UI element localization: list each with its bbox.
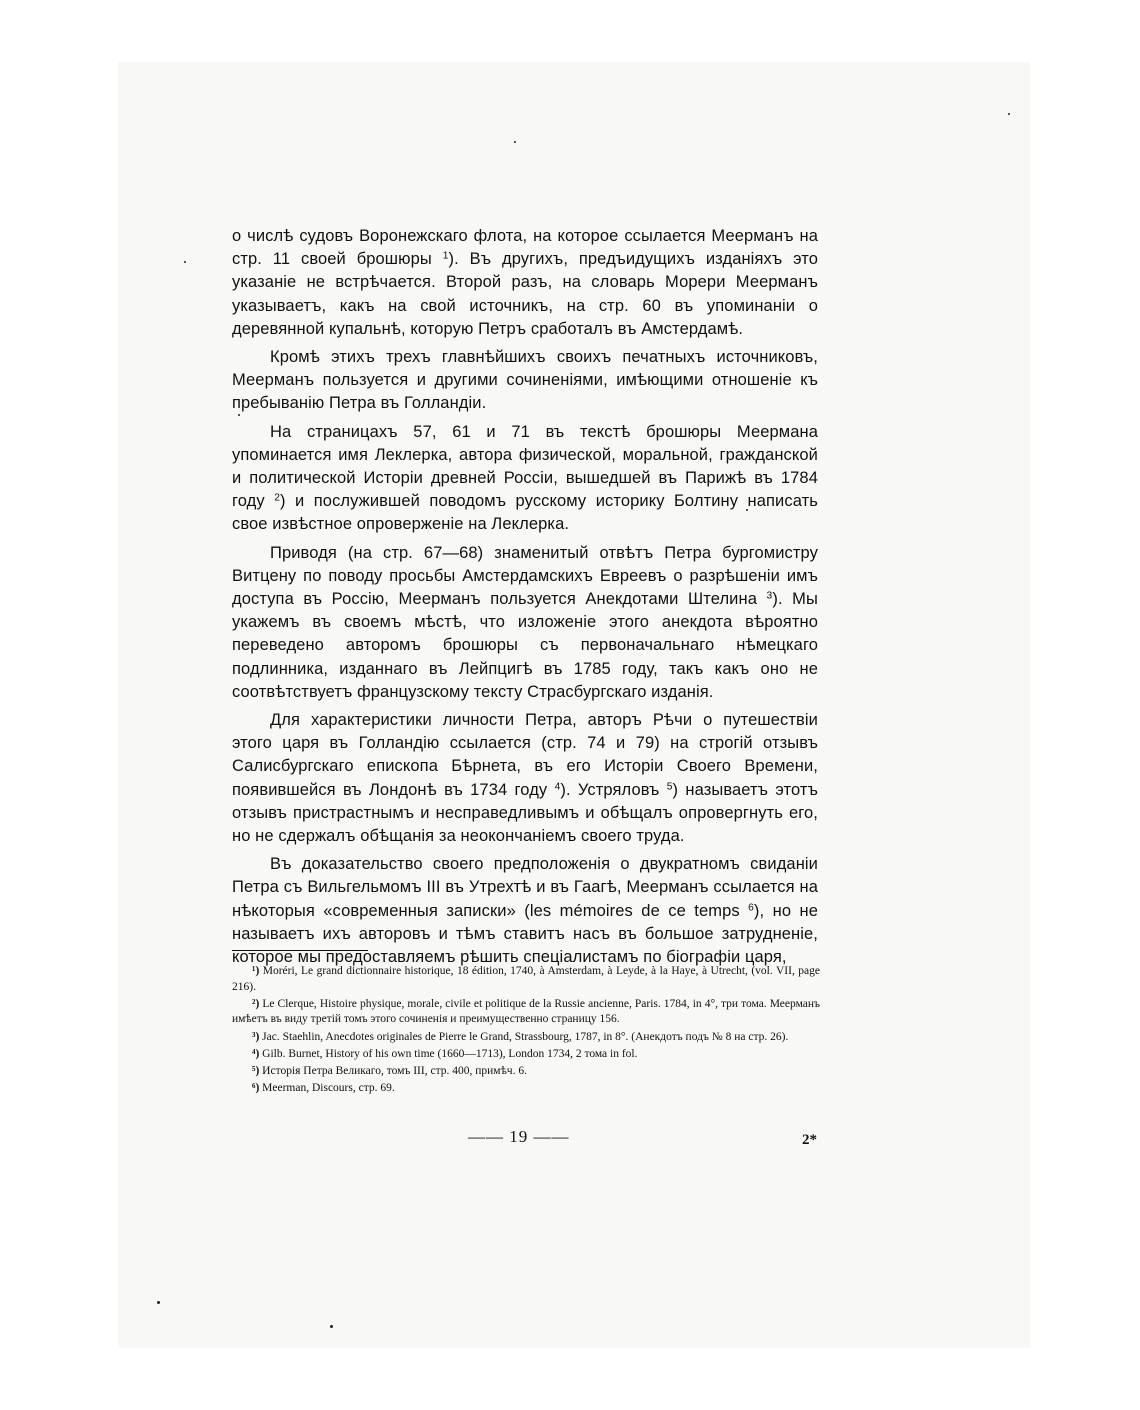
scan-speck	[157, 1301, 160, 1304]
footnote-mark: ⁵)	[252, 1064, 260, 1077]
page-number: —— 19 ——	[468, 1127, 570, 1146]
footnote-mark: ¹)	[252, 965, 260, 977]
footnote	[232, 997, 820, 1028]
footnote-text: Gilb. Burnet, History of his own time (1660—1713), London 1734, 2 тома in fol.	[262, 1047, 638, 1060]
paragraph	[232, 853, 818, 969]
footnote-mark: ⁴)	[252, 1047, 260, 1060]
footnote	[232, 1064, 820, 1080]
footnote-text: Le Clerque, Histoire physique, morale, civile et politique de la Russie ancienne, Paris. 1784, in 4°, три тома. Меерманъ имѣетъ въ виду третій томъ этого сочиненія и преимущественно страницу 156.	[232, 997, 820, 1026]
footnote-ref: 6	[748, 902, 754, 914]
paragraph-text: ). Въ другихъ, предъидущихъ изданіяхъ это указаніе не встрѣчается. Второй разъ, на словарь Морери Меерманъ указываетъ, какъ на свой источникъ, на стр. 60 въ упоминаніи о деревянной купальнѣ, которую Петръ сработалъ въ Амстердамѣ.	[232, 250, 818, 338]
paragraph-text: Кромѣ этихъ трехъ главнѣйшихъ своихъ печатныхъ источниковъ, Меерманъ пользуется и другими сочиненіями, имѣющими отношеніе къ пребыванію Петра въ Голландіи.	[232, 348, 818, 413]
footnote-ref: 2	[274, 492, 280, 504]
scan-speck	[330, 1325, 333, 1328]
signature-mark: 2*	[802, 1132, 817, 1148]
paragraph-text: ). Мы укажемъ въ своемъ мѣстѣ, что изложеніе этого анекдота вѣроятно переведено авторомъ брошюры съ первоначальнаго нѣмецкаго подлинника, изданнаго въ Лейпцигѣ въ 1785 году, такъ какъ оно не соотвѣтствуетъ французскому тексту Страсбургскаго изданія.	[232, 590, 818, 701]
paragraph-text: ). Устряловъ	[560, 780, 667, 799]
paragraph-text: ) называетъ этотъ отзывъ пристрастнымъ и несправедливымъ и обѣщалъ опровергнуть его, но не сдержалъ обѣщанія за неокончаніемъ своего труда.	[232, 780, 818, 846]
paragraph-text: Въ доказательство своего предположенія о двукратномъ свиданіи Петра съ Вильгельмомъ III въ Утрехтѣ и въ Гаагѣ, Меерманъ ссылается на нѣкоторыя «современныя записки» (les mémoires de ce temps	[232, 855, 818, 920]
footnotes	[232, 964, 820, 1098]
footnote-mark: ²)	[252, 997, 260, 1010]
paragraph	[232, 709, 818, 848]
footnote-text: Исторія Петра Великаго, томъ III, стр. 400, примѣч. 6.	[262, 1064, 527, 1077]
paragraph	[232, 225, 818, 341]
paragraph	[232, 542, 818, 704]
footnote-ref: 5	[666, 781, 673, 793]
paragraph-text: о числѣ судовъ Воронежскаго флота, на которое ссылается Меерманъ на стр. 11 своей брошюры	[232, 227, 818, 269]
footnote-mark: ⁶)	[252, 1082, 260, 1095]
paragraph-text: На страницахъ 57, 61 и 71 въ текстѣ брошюры Меермана упоминается имя Леклерка, автора физической, моральной, гражданской и политической Исторіи древней Россіи, вышедшей въ Парижѣ въ 1784 году	[232, 422, 818, 511]
paragraph	[232, 346, 818, 416]
paragraph-text: Приводя (на стр. 67—68) знаменитый отвѣтъ Петра бургомистру Витцену по поводу просьбы Амстердамскихъ Евреевъ о разрѣшеніи имъ доступа въ Россію, Меерманъ пользуется Анекдотами Штелина	[232, 543, 818, 609]
footnote-text: Jac. Staehlin, Anecdotes originales de Pierre le Grand, Strassbourg, 1787, in 8°. (Анекдотъ подъ № 8 на стр. 26).	[262, 1030, 789, 1043]
footnote-ref: 3	[766, 590, 773, 602]
paragraph-text: Для характеристики личности Петра, авторъ Рѣчи о путешествіи этого царя въ Голландію ссылается (стр. 74 и 79) на строгій отзывъ Салисбургскаго епископа Бѣрнета, въ его Исторіи Своего Времени, появившейся въ Лондонѣ въ 1734 году	[232, 711, 818, 799]
scan-speck	[1008, 113, 1010, 115]
footnote	[232, 1030, 820, 1046]
footnote-rule	[232, 950, 368, 951]
scan-speck	[184, 261, 186, 263]
footnote-text: Meerman, Discours, стр. 69.	[262, 1082, 395, 1095]
footnote-mark: ³)	[252, 1030, 260, 1043]
footnote	[232, 1047, 820, 1063]
footnote-ref: 4	[554, 781, 561, 793]
footnote	[232, 964, 820, 995]
footnote	[232, 1081, 820, 1097]
footnote-ref: 1	[442, 250, 449, 262]
scan-speck	[514, 141, 516, 143]
paragraph-text: ), но не называетъ ихъ авторовъ и тѣмъ ставитъ насъ въ большое затрудненіе, которое мы предоставляемъ рѣшить спеціалистамъ по біографіи царя,	[232, 901, 818, 967]
paragraph	[232, 421, 818, 537]
body-text	[232, 225, 818, 974]
paragraph-text: ) и послужившей поводомъ русскому историку Болтину написать свое извѣстное опроверженіе на Леклерка.	[232, 492, 818, 534]
footnote-text: Moréri, Le grand dictionnaire historique, 18 édition, 1740, à Amsterdam, à Leyde, à la Haye, à Utrecht, (vol. VII, page 216).	[232, 965, 821, 993]
